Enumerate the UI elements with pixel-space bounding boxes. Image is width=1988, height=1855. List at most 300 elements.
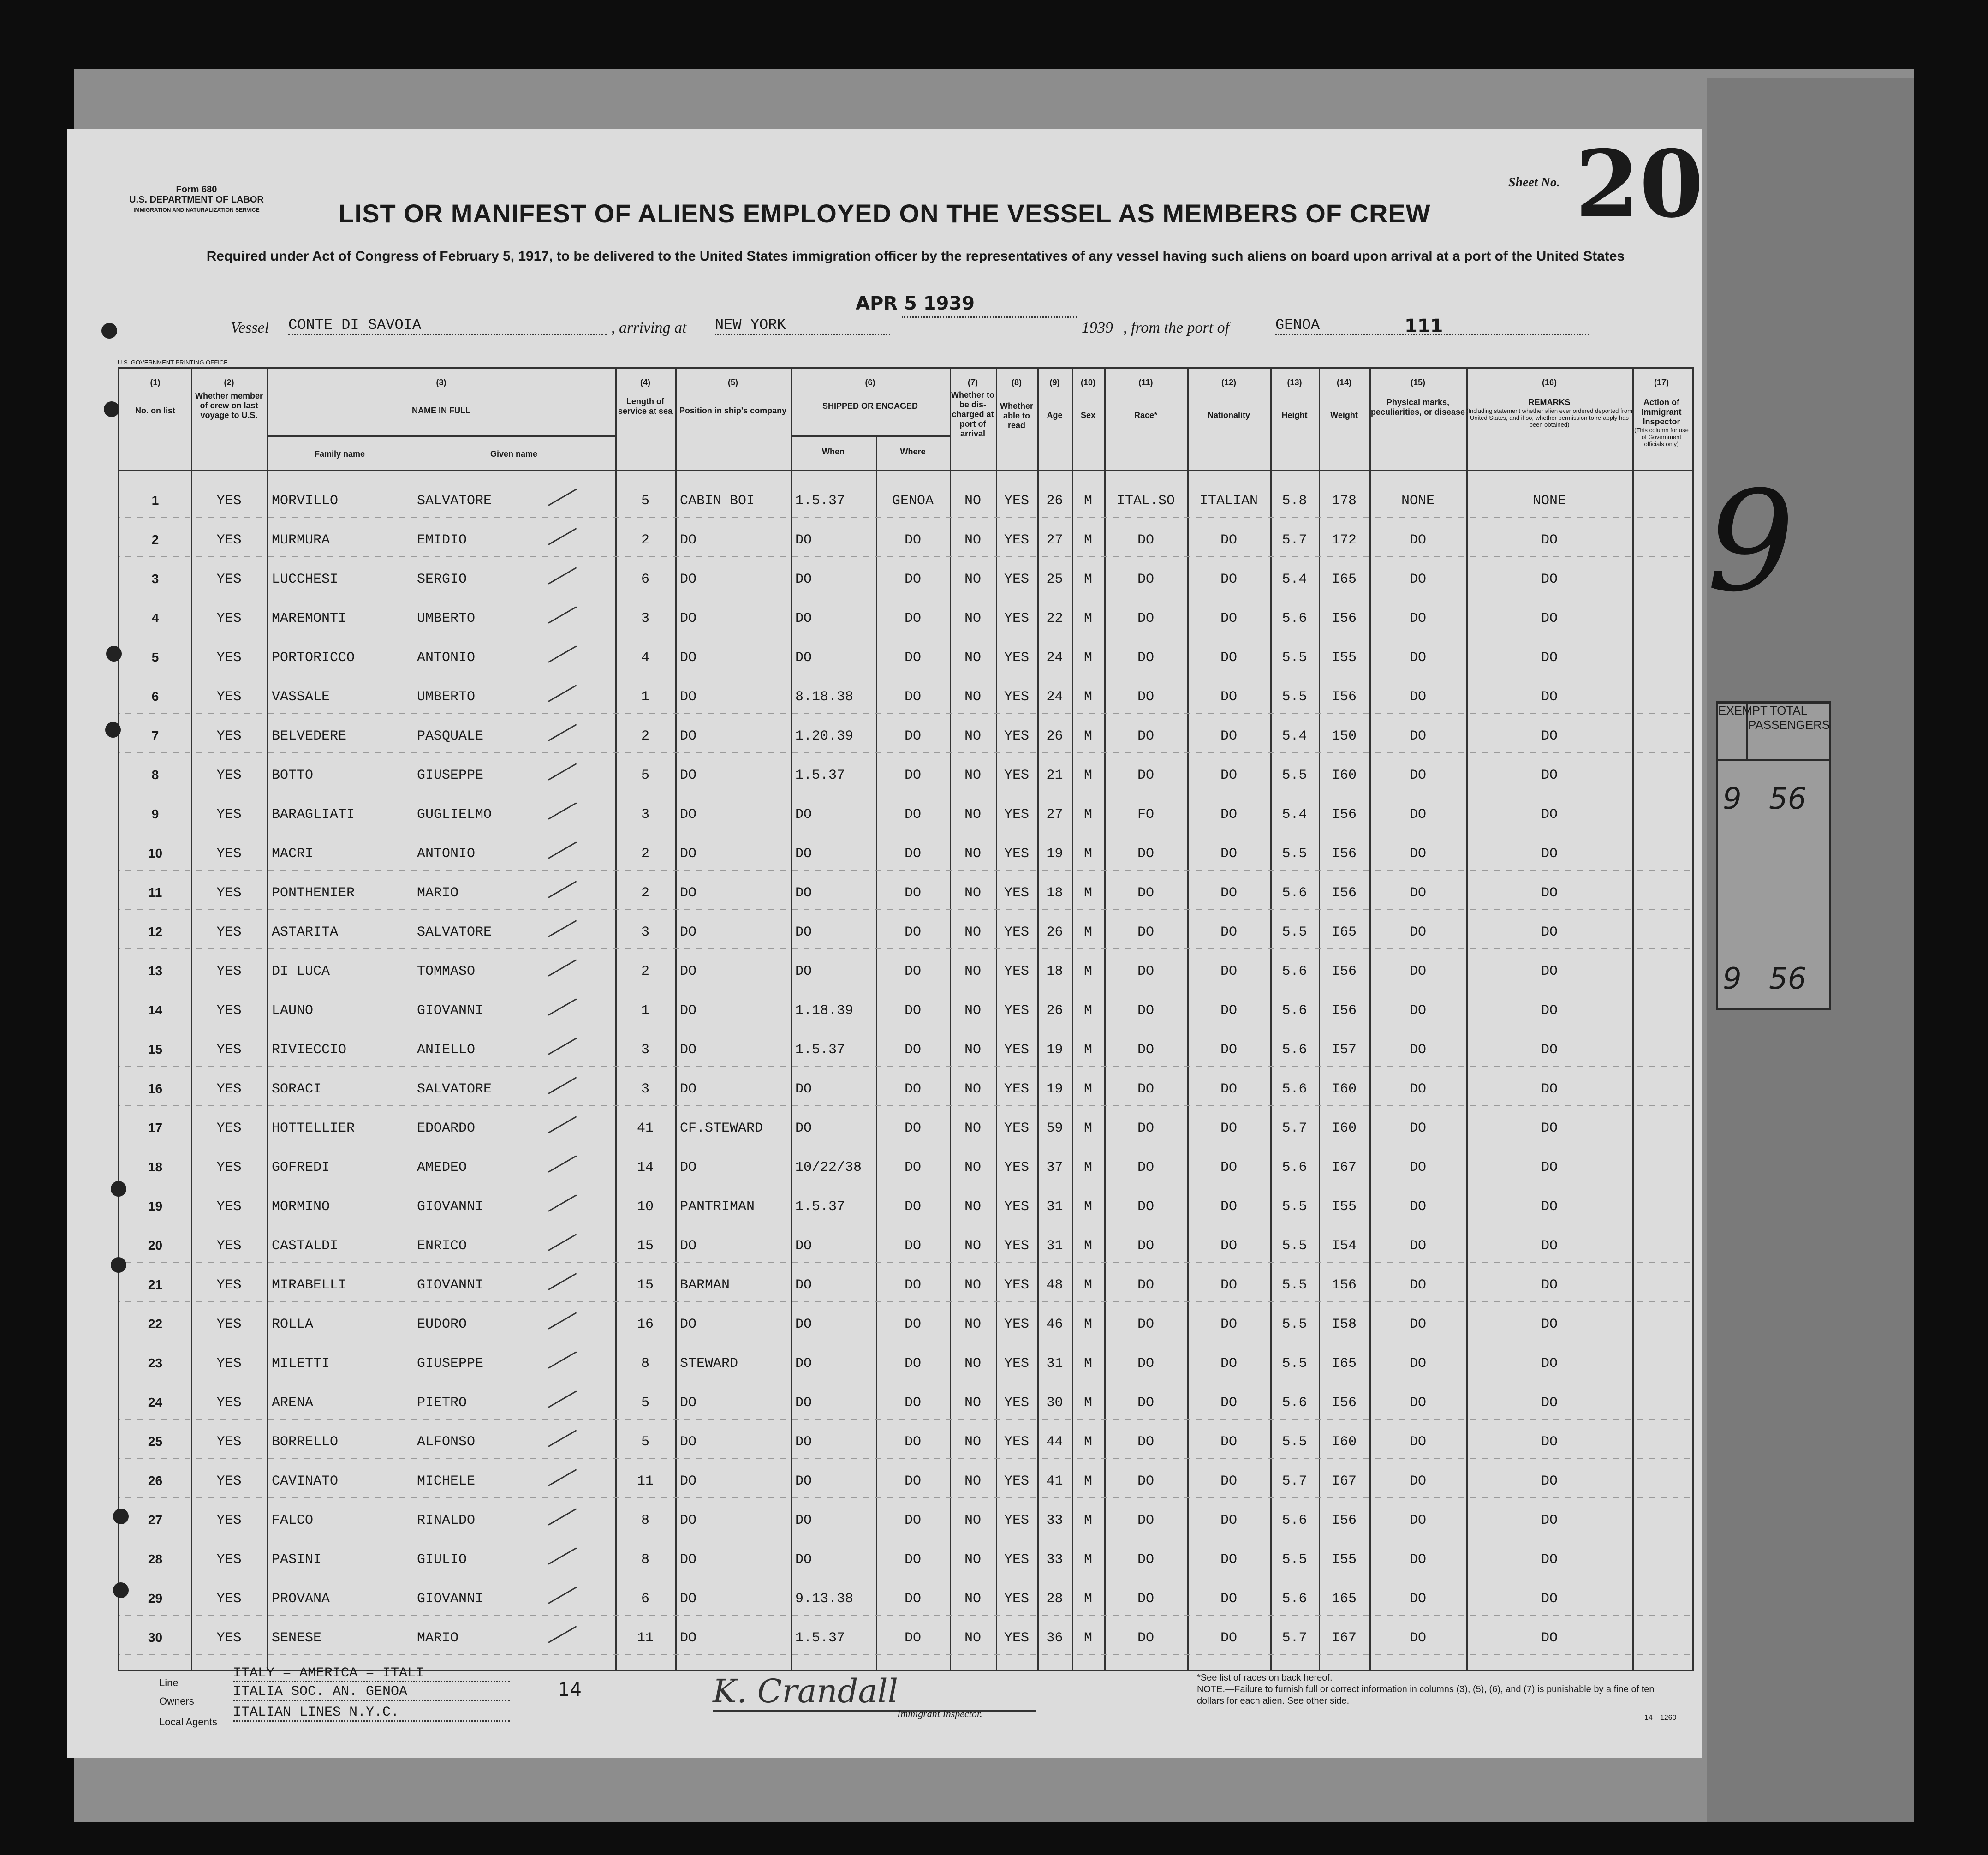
cell-height: 5.5 bbox=[1282, 768, 1307, 783]
passenger-tally-slip bbox=[1716, 701, 1831, 1010]
cell-marks: DO bbox=[1409, 964, 1426, 979]
cell-height: 5.7 bbox=[1282, 1630, 1307, 1646]
cell-service: 3 bbox=[641, 925, 649, 940]
cell-race: DO bbox=[1137, 1003, 1154, 1019]
cell-service: 2 bbox=[641, 964, 649, 979]
cell-where: DO bbox=[904, 1630, 921, 1646]
cell-age: 36 bbox=[1046, 1630, 1063, 1646]
cell-service: 8 bbox=[641, 1552, 649, 1568]
note-penalty: NOTE.—Failure to furnish full or correct information in columns (3), (5), (6), and (7) is punishable by a fine of ten dollars for each alien. See other side. bbox=[1197, 1684, 1655, 1706]
cell-marks: DO bbox=[1409, 1238, 1426, 1254]
cell-remarks: DO bbox=[1541, 1160, 1558, 1175]
cell-read: YES bbox=[1004, 728, 1029, 744]
cell-sex: M bbox=[1083, 885, 1092, 901]
col-num-1: (1) bbox=[150, 378, 161, 387]
cell-age: 25 bbox=[1046, 572, 1063, 587]
cell-nationality: DO bbox=[1220, 1356, 1237, 1372]
cell-crew: YES bbox=[216, 650, 242, 666]
cell-marks: DO bbox=[1409, 611, 1426, 626]
cell-when: DO bbox=[795, 650, 812, 666]
cell-when: 1.5.37 bbox=[795, 768, 845, 783]
row-rule bbox=[119, 556, 1692, 557]
note-races: *See list of races on back hereof. bbox=[1197, 1673, 1333, 1683]
cell-sex: M bbox=[1083, 1277, 1092, 1293]
cell-when: DO bbox=[795, 1552, 812, 1568]
col-label-remarks: REMARKS bbox=[1528, 398, 1571, 407]
cell-weight: 150 bbox=[1331, 728, 1357, 744]
col-header-service bbox=[615, 378, 675, 416]
cell-service: 2 bbox=[641, 885, 649, 901]
cell-read: YES bbox=[1004, 1160, 1029, 1175]
col-header-discharged bbox=[950, 378, 996, 439]
cell-where: DO bbox=[904, 1317, 921, 1332]
col-header-nationality bbox=[1187, 378, 1270, 420]
cell-read: YES bbox=[1004, 1630, 1029, 1646]
cell-when: DO bbox=[795, 1513, 812, 1528]
cell-where: DO bbox=[904, 1395, 921, 1411]
cell-read: YES bbox=[1004, 1003, 1029, 1019]
cell-remarks: DO bbox=[1541, 807, 1558, 823]
cell-discharged: NO bbox=[964, 964, 981, 979]
cell-nationality: DO bbox=[1220, 1199, 1237, 1215]
cell-race: DO bbox=[1137, 1356, 1154, 1372]
sheet-label: Sheet No. bbox=[1508, 175, 1560, 190]
cell-read: YES bbox=[1004, 807, 1029, 823]
col-num-5: (5) bbox=[728, 378, 738, 387]
cell-nationality: DO bbox=[1220, 1513, 1237, 1528]
col-num-11: (11) bbox=[1138, 378, 1153, 387]
col-label-position: Position in ship's company bbox=[679, 406, 787, 415]
cell-weight: I60 bbox=[1331, 768, 1357, 783]
cell-age: 30 bbox=[1046, 1395, 1063, 1411]
cell-remarks: DO bbox=[1541, 1513, 1558, 1528]
cell-position: DO bbox=[680, 1630, 697, 1646]
col-label-marks: Physical marks, peculiarities, or disease bbox=[1370, 398, 1465, 417]
cell-race: DO bbox=[1137, 1552, 1154, 1568]
cell-given: GIUSEPPE bbox=[417, 1356, 484, 1372]
col-num-2: (2) bbox=[224, 378, 234, 387]
cell-age: 46 bbox=[1046, 1317, 1063, 1332]
cell-age: 22 bbox=[1046, 611, 1063, 626]
cell-weight: 172 bbox=[1331, 532, 1357, 548]
col-label-weight: Weight bbox=[1330, 411, 1358, 420]
cell-service: 1 bbox=[641, 689, 649, 705]
cell-where: DO bbox=[904, 1356, 921, 1372]
col-header-height bbox=[1270, 378, 1319, 420]
cell-read: YES bbox=[1004, 1356, 1029, 1372]
cell-remarks: DO bbox=[1541, 1003, 1558, 1019]
cell-height: 5.6 bbox=[1282, 1042, 1307, 1058]
cell-given: RINALDO bbox=[417, 1513, 476, 1528]
cell-age: 26 bbox=[1046, 925, 1063, 940]
cell-position: DO bbox=[680, 1395, 697, 1411]
cell-read: YES bbox=[1004, 1238, 1029, 1254]
cell-height: 5.5 bbox=[1282, 1434, 1307, 1450]
cell-crew: YES bbox=[216, 1317, 242, 1332]
cell-marks: DO bbox=[1409, 1317, 1426, 1332]
cell-given: ALFONSO bbox=[417, 1434, 476, 1450]
col-num-7: (7) bbox=[968, 378, 978, 387]
cell-where: DO bbox=[904, 885, 921, 901]
cell-marks: DO bbox=[1409, 1473, 1426, 1489]
cell-family: LUCCHESI bbox=[272, 572, 339, 587]
cell-position: DO bbox=[680, 1081, 697, 1097]
cell-crew: YES bbox=[216, 1513, 242, 1528]
cell-height: 5.5 bbox=[1282, 1317, 1307, 1332]
cell-nationality: DO bbox=[1220, 885, 1237, 901]
cell-marks: DO bbox=[1409, 1552, 1426, 1568]
cell-when: 1.18.39 bbox=[795, 1003, 854, 1019]
cell-crew: YES bbox=[216, 925, 242, 940]
footer-line-value: ITALY = AMERICA = ITALI bbox=[233, 1665, 510, 1682]
vessel-name: CONTE DI SAVOIA bbox=[288, 316, 607, 335]
cell-when: DO bbox=[795, 1277, 812, 1293]
cell-position: CF.STEWARD bbox=[680, 1121, 763, 1136]
cell-age: 48 bbox=[1046, 1277, 1063, 1293]
cell-height: 5.4 bbox=[1282, 807, 1307, 823]
cell-given: PIETRO bbox=[417, 1395, 467, 1411]
cell-no: 27 bbox=[148, 1513, 163, 1527]
cell-discharged: NO bbox=[964, 572, 981, 587]
cell-family: BARAGLIATI bbox=[272, 807, 355, 823]
cell-marks: DO bbox=[1409, 1434, 1426, 1450]
cell-height: 5.6 bbox=[1282, 964, 1307, 979]
cell-sex: M bbox=[1083, 650, 1092, 666]
cell-crew: YES bbox=[216, 1042, 242, 1058]
cell-service: 3 bbox=[641, 611, 649, 626]
cell-discharged: NO bbox=[964, 1356, 981, 1372]
col-sub-remarks: (Including statement whether alien ever ordered deported from United States, and if so, whether permission to re-apply has been obtained) bbox=[1466, 407, 1632, 428]
handwritten-mark: 9 bbox=[1707, 461, 1795, 622]
cell-sex: M bbox=[1083, 1238, 1092, 1254]
cell-remarks: DO bbox=[1541, 689, 1558, 705]
cell-no: 6 bbox=[151, 689, 159, 704]
cell-family: RIVIECCIO bbox=[272, 1042, 347, 1058]
cell-age: 26 bbox=[1046, 728, 1063, 744]
cell-remarks: DO bbox=[1541, 572, 1558, 587]
cell-read: YES bbox=[1004, 611, 1029, 626]
cell-marks: DO bbox=[1409, 650, 1426, 666]
cell-height: 5.6 bbox=[1282, 1081, 1307, 1097]
cell-remarks: DO bbox=[1541, 1277, 1558, 1293]
cell-race: DO bbox=[1137, 1042, 1154, 1058]
cell-discharged: NO bbox=[964, 925, 981, 940]
cell-sex: M bbox=[1083, 1630, 1092, 1646]
cell-read: YES bbox=[1004, 1317, 1029, 1332]
row-rule bbox=[119, 1105, 1692, 1106]
cell-age: 24 bbox=[1046, 689, 1063, 705]
cell-service: 4 bbox=[641, 650, 649, 666]
cell-discharged: NO bbox=[964, 1513, 981, 1528]
cell-race: DO bbox=[1137, 532, 1154, 548]
cell-service: 2 bbox=[641, 846, 649, 862]
cell-sex: M bbox=[1083, 846, 1092, 862]
footer-notes bbox=[1197, 1672, 1658, 1707]
cell-no: 14 bbox=[148, 1003, 163, 1017]
cell-position: DO bbox=[680, 1513, 697, 1528]
cell-weight: I56 bbox=[1331, 964, 1357, 979]
cell-given: UMBERTO bbox=[417, 611, 476, 626]
cell-discharged: NO bbox=[964, 1199, 981, 1215]
cell-height: 5.5 bbox=[1282, 1277, 1307, 1293]
cell-nationality: DO bbox=[1220, 1552, 1237, 1568]
cell-crew: YES bbox=[216, 1552, 242, 1568]
col-header-weight bbox=[1319, 378, 1369, 420]
cell-sex: M bbox=[1083, 1473, 1092, 1489]
cell-nationality: DO bbox=[1220, 1160, 1237, 1175]
cell-family: MILETTI bbox=[272, 1356, 330, 1372]
cell-marks: DO bbox=[1409, 885, 1426, 901]
cell-read: YES bbox=[1004, 650, 1029, 666]
cell-age: 28 bbox=[1046, 1591, 1063, 1607]
from-port-label: , from the port of bbox=[1123, 319, 1230, 336]
cell-remarks: DO bbox=[1541, 1473, 1558, 1489]
cell-when: DO bbox=[795, 611, 812, 626]
cell-marks: DO bbox=[1409, 925, 1426, 940]
col-header-shipped bbox=[791, 378, 950, 411]
cell-sex: M bbox=[1083, 925, 1092, 940]
cell-weight: I56 bbox=[1331, 846, 1357, 862]
cell-read: YES bbox=[1004, 768, 1029, 783]
col-num-8: (8) bbox=[1012, 378, 1022, 387]
cell-height: 5.6 bbox=[1282, 611, 1307, 626]
crew-manifest-table bbox=[118, 367, 1694, 1671]
cell-read: YES bbox=[1004, 1591, 1029, 1607]
cell-given: SALVATORE bbox=[417, 925, 492, 940]
cell-service: 10 bbox=[637, 1199, 654, 1215]
cell-marks: DO bbox=[1409, 1003, 1426, 1019]
cell-no: 29 bbox=[148, 1591, 163, 1605]
cell-race: DO bbox=[1137, 1277, 1154, 1293]
cell-when: DO bbox=[795, 1081, 812, 1097]
cell-service: 3 bbox=[641, 807, 649, 823]
slip-header-right: TOTAL PASSENGERS bbox=[1748, 704, 1829, 761]
cell-position: STEWARD bbox=[680, 1356, 738, 1372]
cell-marks: DO bbox=[1409, 768, 1426, 783]
footer-agents-value: ITALIAN LINES N.Y.C. bbox=[233, 1705, 510, 1722]
cell-weight: I65 bbox=[1331, 925, 1357, 940]
cell-position: BARMAN bbox=[680, 1277, 730, 1293]
cell-height: 5.6 bbox=[1282, 1513, 1307, 1528]
cell-service: 3 bbox=[641, 1081, 649, 1097]
cell-race: ITAL.SO bbox=[1116, 493, 1175, 509]
col-num-3: (3) bbox=[436, 378, 446, 387]
cell-given: EMIDIO bbox=[417, 532, 467, 548]
document-title: LIST OR MANIFEST OF ALIENS EMPLOYED ON THE VESSEL AS MEMBERS OF CREW bbox=[338, 199, 1431, 228]
cell-no: 2 bbox=[151, 532, 159, 547]
cell-where: DO bbox=[904, 1081, 921, 1097]
cell-discharged: NO bbox=[964, 1160, 981, 1175]
cell-race: DO bbox=[1137, 925, 1154, 940]
cell-sex: M bbox=[1083, 1395, 1092, 1411]
cell-no: 11 bbox=[148, 885, 162, 900]
col-num-6: (6) bbox=[865, 378, 875, 387]
cell-no: 9 bbox=[151, 807, 159, 821]
cell-weight: I56 bbox=[1331, 1513, 1357, 1528]
cell-discharged: NO bbox=[964, 1081, 981, 1097]
cell-given: EDOARDO bbox=[417, 1121, 476, 1136]
row-rule bbox=[119, 870, 1692, 871]
cell-given: TOMMASO bbox=[417, 964, 476, 979]
cell-age: 26 bbox=[1046, 1003, 1063, 1019]
cell-position: DO bbox=[680, 807, 697, 823]
cell-nationality: DO bbox=[1220, 572, 1237, 587]
cell-discharged: NO bbox=[964, 1552, 981, 1568]
cell-family: VASSALE bbox=[272, 689, 330, 705]
cell-given: AMEDEO bbox=[417, 1160, 467, 1175]
cell-discharged: NO bbox=[964, 768, 981, 783]
col-num-13: (13) bbox=[1287, 378, 1302, 387]
cell-weight: I60 bbox=[1331, 1434, 1357, 1450]
cell-sex: M bbox=[1083, 1199, 1092, 1215]
cell-where: DO bbox=[904, 1513, 921, 1528]
col-num-14: (14) bbox=[1336, 378, 1351, 387]
cell-sex: M bbox=[1083, 689, 1092, 705]
cell-position: DO bbox=[680, 964, 697, 979]
cell-when: 8.18.38 bbox=[795, 689, 854, 705]
cell-read: YES bbox=[1004, 1121, 1029, 1136]
cell-given: SALVATORE bbox=[417, 1081, 492, 1097]
cell-service: 11 bbox=[637, 1473, 654, 1489]
cell-service: 5 bbox=[641, 1434, 649, 1450]
cell-sex: M bbox=[1083, 1591, 1092, 1607]
cell-service: 5 bbox=[641, 768, 649, 783]
cell-where: DO bbox=[904, 1473, 921, 1489]
cell-remarks: DO bbox=[1541, 728, 1558, 744]
cell-position: DO bbox=[680, 1042, 697, 1058]
cell-age: 19 bbox=[1046, 1081, 1063, 1097]
cell-age: 33 bbox=[1046, 1513, 1063, 1528]
cell-nationality: ITALIAN bbox=[1199, 493, 1258, 509]
manifest-sheet bbox=[67, 129, 1702, 1758]
cell-sex: M bbox=[1083, 532, 1092, 548]
cell-no: 16 bbox=[148, 1081, 163, 1096]
cell-nationality: DO bbox=[1220, 964, 1237, 979]
cell-marks: DO bbox=[1409, 1395, 1426, 1411]
cell-when: DO bbox=[795, 1395, 812, 1411]
cell-remarks: DO bbox=[1541, 1630, 1558, 1646]
cell-given: ENRICO bbox=[417, 1238, 467, 1254]
cell-no: 8 bbox=[151, 768, 159, 782]
cell-family: ROLLA bbox=[272, 1317, 314, 1332]
cell-race: DO bbox=[1137, 728, 1154, 744]
cell-remarks: DO bbox=[1541, 1081, 1558, 1097]
cell-read: YES bbox=[1004, 532, 1029, 548]
cell-no: 12 bbox=[148, 925, 163, 939]
cell-discharged: NO bbox=[964, 885, 981, 901]
cell-remarks: DO bbox=[1541, 1317, 1558, 1332]
cell-where: DO bbox=[904, 964, 921, 979]
cell-service: 5 bbox=[641, 1395, 649, 1411]
cell-race: DO bbox=[1137, 689, 1154, 705]
cell-read: YES bbox=[1004, 1081, 1029, 1097]
binder-hole bbox=[101, 323, 117, 339]
binder-hole bbox=[105, 722, 121, 738]
cell-race: DO bbox=[1137, 1513, 1154, 1528]
cell-when: DO bbox=[795, 532, 812, 548]
cell-weight: I56 bbox=[1331, 1003, 1357, 1019]
cell-where: DO bbox=[904, 1121, 921, 1136]
cell-nationality: DO bbox=[1220, 1473, 1237, 1489]
cell-remarks: DO bbox=[1541, 650, 1558, 666]
cell-sex: M bbox=[1083, 572, 1092, 587]
cell-sex: M bbox=[1083, 1003, 1092, 1019]
cell-weight: 178 bbox=[1331, 493, 1357, 509]
form-number: Form 680 bbox=[176, 185, 217, 195]
cell-age: 59 bbox=[1046, 1121, 1063, 1136]
vessel-label: Vessel bbox=[231, 319, 269, 336]
cell-nationality: DO bbox=[1220, 1317, 1237, 1332]
row-rule bbox=[119, 1654, 1692, 1655]
cell-nationality: DO bbox=[1220, 611, 1237, 626]
cell-sex: M bbox=[1083, 728, 1092, 744]
cell-when: DO bbox=[795, 807, 812, 823]
slip-value-top: 56 bbox=[1769, 782, 1807, 816]
cell-nationality: DO bbox=[1220, 1591, 1237, 1607]
cell-marks: DO bbox=[1409, 1081, 1426, 1097]
col-label-age: Age bbox=[1047, 411, 1063, 420]
row-rule bbox=[119, 948, 1692, 949]
cell-remarks: DO bbox=[1541, 1434, 1558, 1450]
cell-read: YES bbox=[1004, 1199, 1029, 1215]
cell-read: YES bbox=[1004, 1513, 1029, 1528]
cell-service: 2 bbox=[641, 728, 649, 744]
cell-height: 5.6 bbox=[1282, 1003, 1307, 1019]
cell-family: MORVILLO bbox=[272, 493, 339, 509]
col-label-height: Height bbox=[1281, 411, 1308, 420]
row-rule bbox=[119, 1497, 1692, 1498]
cell-discharged: NO bbox=[964, 689, 981, 705]
cell-service: 16 bbox=[637, 1317, 654, 1332]
cell-remarks: DO bbox=[1541, 1591, 1558, 1607]
col-label-sex: Sex bbox=[1080, 411, 1096, 420]
cell-weight: I56 bbox=[1331, 1395, 1357, 1411]
cell-given: GIOVANNI bbox=[417, 1199, 484, 1215]
cell-crew: YES bbox=[216, 1121, 242, 1136]
cell-position: DO bbox=[680, 768, 697, 783]
cell-weight: I65 bbox=[1331, 572, 1357, 587]
cell-height: 5.5 bbox=[1282, 846, 1307, 862]
cell-given: PASQUALE bbox=[417, 728, 484, 744]
cell-nationality: DO bbox=[1220, 1395, 1237, 1411]
cell-crew: YES bbox=[216, 611, 242, 626]
cell-read: YES bbox=[1004, 1552, 1029, 1568]
cell-remarks: DO bbox=[1541, 532, 1558, 548]
cell-nationality: DO bbox=[1220, 532, 1237, 548]
cell-weight: 165 bbox=[1331, 1591, 1357, 1607]
cell-height: 5.6 bbox=[1282, 1591, 1307, 1607]
row-rule bbox=[119, 517, 1692, 518]
cell-family: PONTHENIER bbox=[272, 885, 355, 901]
printing-office-note: U.S. GOVERNMENT PRINTING OFFICE bbox=[118, 359, 228, 366]
cell-crew: YES bbox=[216, 493, 242, 509]
cell-family: CASTALDI bbox=[272, 1238, 339, 1254]
cell-height: 5.6 bbox=[1282, 885, 1307, 901]
cell-remarks: NONE bbox=[1532, 493, 1566, 509]
cell-age: 41 bbox=[1046, 1473, 1063, 1489]
col-label-no: No. on list bbox=[135, 406, 175, 415]
cell-given: EUDORO bbox=[417, 1317, 467, 1332]
cell-position: DO bbox=[680, 650, 697, 666]
cell-height: 5.5 bbox=[1282, 689, 1307, 705]
cell-weight: I60 bbox=[1331, 1121, 1357, 1136]
cell-height: 5.7 bbox=[1282, 1121, 1307, 1136]
cell-crew: YES bbox=[216, 1434, 242, 1450]
row-rule bbox=[119, 713, 1692, 714]
cell-no: 28 bbox=[148, 1552, 163, 1566]
cell-nationality: DO bbox=[1220, 650, 1237, 666]
cell-discharged: NO bbox=[964, 1003, 981, 1019]
